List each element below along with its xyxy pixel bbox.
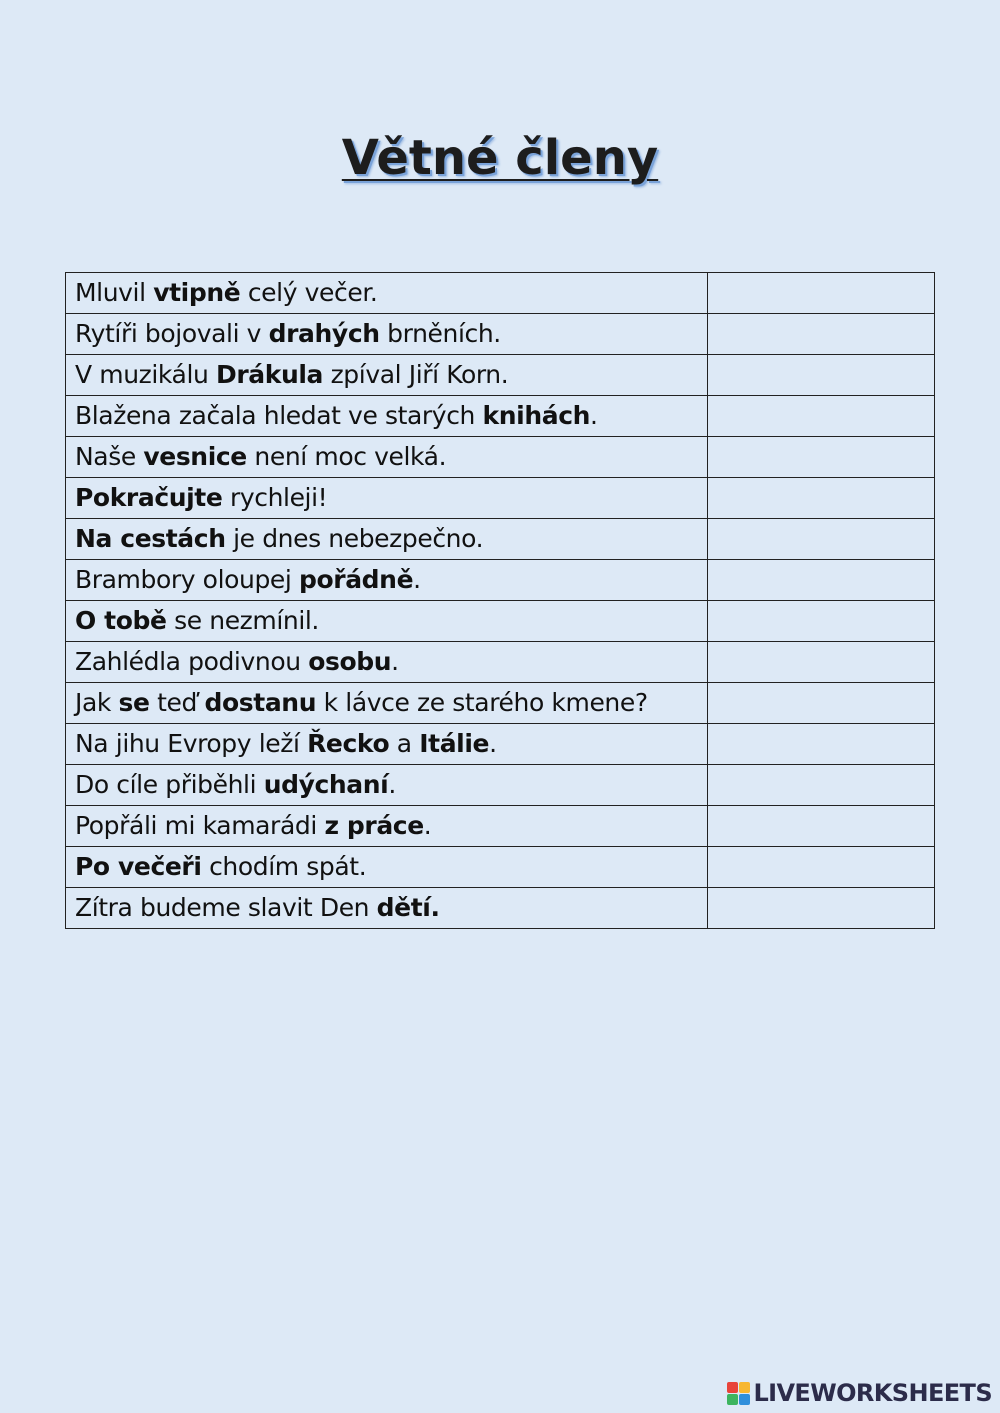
sentence-text: . — [489, 729, 497, 758]
sentence-cell — [66, 314, 708, 355]
sentence-text: . — [388, 770, 396, 799]
table-row — [66, 888, 935, 929]
answer-cell[interactable] — [708, 601, 935, 642]
table-row — [66, 560, 935, 601]
sentence-cell — [66, 888, 708, 929]
answer-cell[interactable] — [708, 642, 935, 683]
sentence-text: Popřáli mi kamarádi — [75, 811, 325, 840]
sentence-cell — [66, 478, 708, 519]
table-row — [66, 724, 935, 765]
table-row — [66, 437, 935, 478]
sentence-text: Zahlédla podivnou — [75, 647, 309, 676]
table-row — [66, 396, 935, 437]
exercise-rows — [66, 273, 935, 929]
sentence-cell — [66, 642, 708, 683]
sentence-cell — [66, 437, 708, 478]
sentence-cell — [66, 355, 708, 396]
highlighted-word: dostanu — [204, 688, 317, 717]
table-row — [66, 765, 935, 806]
answer-cell[interactable] — [708, 396, 935, 437]
sentence-text: Rytíři bojovali v — [75, 319, 269, 348]
logo-square-4 — [739, 1394, 750, 1405]
logo-square-3 — [727, 1394, 738, 1405]
sentence-text: teď — [149, 688, 205, 717]
sentence-text: . — [413, 565, 421, 594]
sentence-text: není moc velká. — [246, 442, 447, 471]
answer-cell[interactable] — [708, 437, 935, 478]
sentence-text: Blažena začala hledat ve starých — [75, 401, 483, 430]
table-row — [66, 642, 935, 683]
answer-cell[interactable] — [708, 355, 935, 396]
table-row — [66, 519, 935, 560]
sentence-cell — [66, 724, 708, 765]
highlighted-word: osobu — [308, 647, 392, 676]
sentence-text: chodím spát. — [201, 852, 367, 881]
sentence-text: Mluvil — [75, 278, 154, 307]
table-row — [66, 478, 935, 519]
answer-cell[interactable] — [708, 847, 935, 888]
sentence-text: . — [590, 401, 598, 430]
logo-square-2 — [739, 1382, 750, 1393]
table-row — [66, 683, 935, 724]
sentence-text: zpíval Jiří Korn. — [323, 360, 509, 389]
sentence-text: se nezmínil. — [166, 606, 319, 635]
logo-square-1 — [727, 1382, 738, 1393]
sentence-cell — [66, 847, 708, 888]
highlighted-word: pořádně — [299, 565, 414, 594]
highlighted-word: Drákula — [216, 360, 324, 389]
page-title: Větné členy — [341, 130, 659, 186]
answer-cell[interactable] — [708, 806, 935, 847]
sentence-text: Zítra budeme slavit Den — [75, 893, 377, 922]
answer-cell[interactable] — [708, 519, 935, 560]
highlighted-word: dětí. — [376, 893, 440, 922]
sentence-cell — [66, 765, 708, 806]
answer-cell[interactable] — [708, 478, 935, 519]
table-row — [66, 314, 935, 355]
liveworksheets-logo-icon — [727, 1382, 750, 1405]
sentence-cell — [66, 601, 708, 642]
highlighted-word: udýchaní — [263, 770, 389, 799]
highlighted-word: O tobě — [75, 606, 167, 635]
sentence-text: Naše — [75, 442, 144, 471]
brand-text: LIVEWORKSHEETS — [753, 1379, 992, 1407]
table-row — [66, 273, 935, 314]
highlighted-word: se — [118, 688, 150, 717]
highlighted-word: Na cestách — [75, 524, 226, 553]
sentence-text: brněních. — [379, 319, 501, 348]
exercise-table — [65, 272, 935, 929]
answer-cell[interactable] — [708, 888, 935, 929]
answer-cell[interactable] — [708, 273, 935, 314]
highlighted-word: Řecko — [307, 729, 390, 758]
sentence-cell — [66, 519, 708, 560]
highlighted-word: Itálie — [419, 729, 490, 758]
answer-cell[interactable] — [708, 683, 935, 724]
sentence-cell — [66, 560, 708, 601]
sentence-cell — [66, 683, 708, 724]
sentence-text: rychleji! — [222, 483, 328, 512]
sentence-text: k lávce ze starého kmene? — [316, 688, 648, 717]
answer-cell[interactable] — [708, 560, 935, 601]
sentence-cell — [66, 273, 708, 314]
answer-cell[interactable] — [708, 765, 935, 806]
highlighted-word: drahých — [268, 319, 380, 348]
sentence-text: Jak — [75, 688, 119, 717]
sentence-text: . — [423, 811, 432, 840]
sentence-text: V muzikálu — [75, 360, 217, 389]
highlighted-word: Po večeři — [75, 852, 202, 881]
sentence-cell — [66, 396, 708, 437]
sentence-text: . — [391, 647, 399, 676]
sentence-text: Brambory oloupej — [75, 565, 300, 594]
highlighted-word: vesnice — [143, 442, 247, 471]
answer-cell[interactable] — [708, 724, 935, 765]
table-row — [66, 806, 935, 847]
highlighted-word: vtipně — [153, 278, 241, 307]
sentence-text: je dnes nebezpečno. — [225, 524, 484, 553]
table-row — [66, 601, 935, 642]
sentence-cell — [66, 806, 708, 847]
sentence-text: a — [389, 729, 420, 758]
table-row — [66, 355, 935, 396]
liveworksheets-brand — [727, 1378, 992, 1408]
sentence-text: celý večer. — [240, 278, 378, 307]
sentence-text: Do cíle přiběhli — [75, 770, 264, 799]
highlighted-word: Pokračujte — [75, 483, 223, 512]
sentence-text: Na jihu Evropy leží — [75, 729, 308, 758]
highlighted-word: z práce — [324, 811, 424, 840]
table-row — [66, 847, 935, 888]
highlighted-word: knihách — [482, 401, 591, 430]
answer-cell[interactable] — [708, 314, 935, 355]
